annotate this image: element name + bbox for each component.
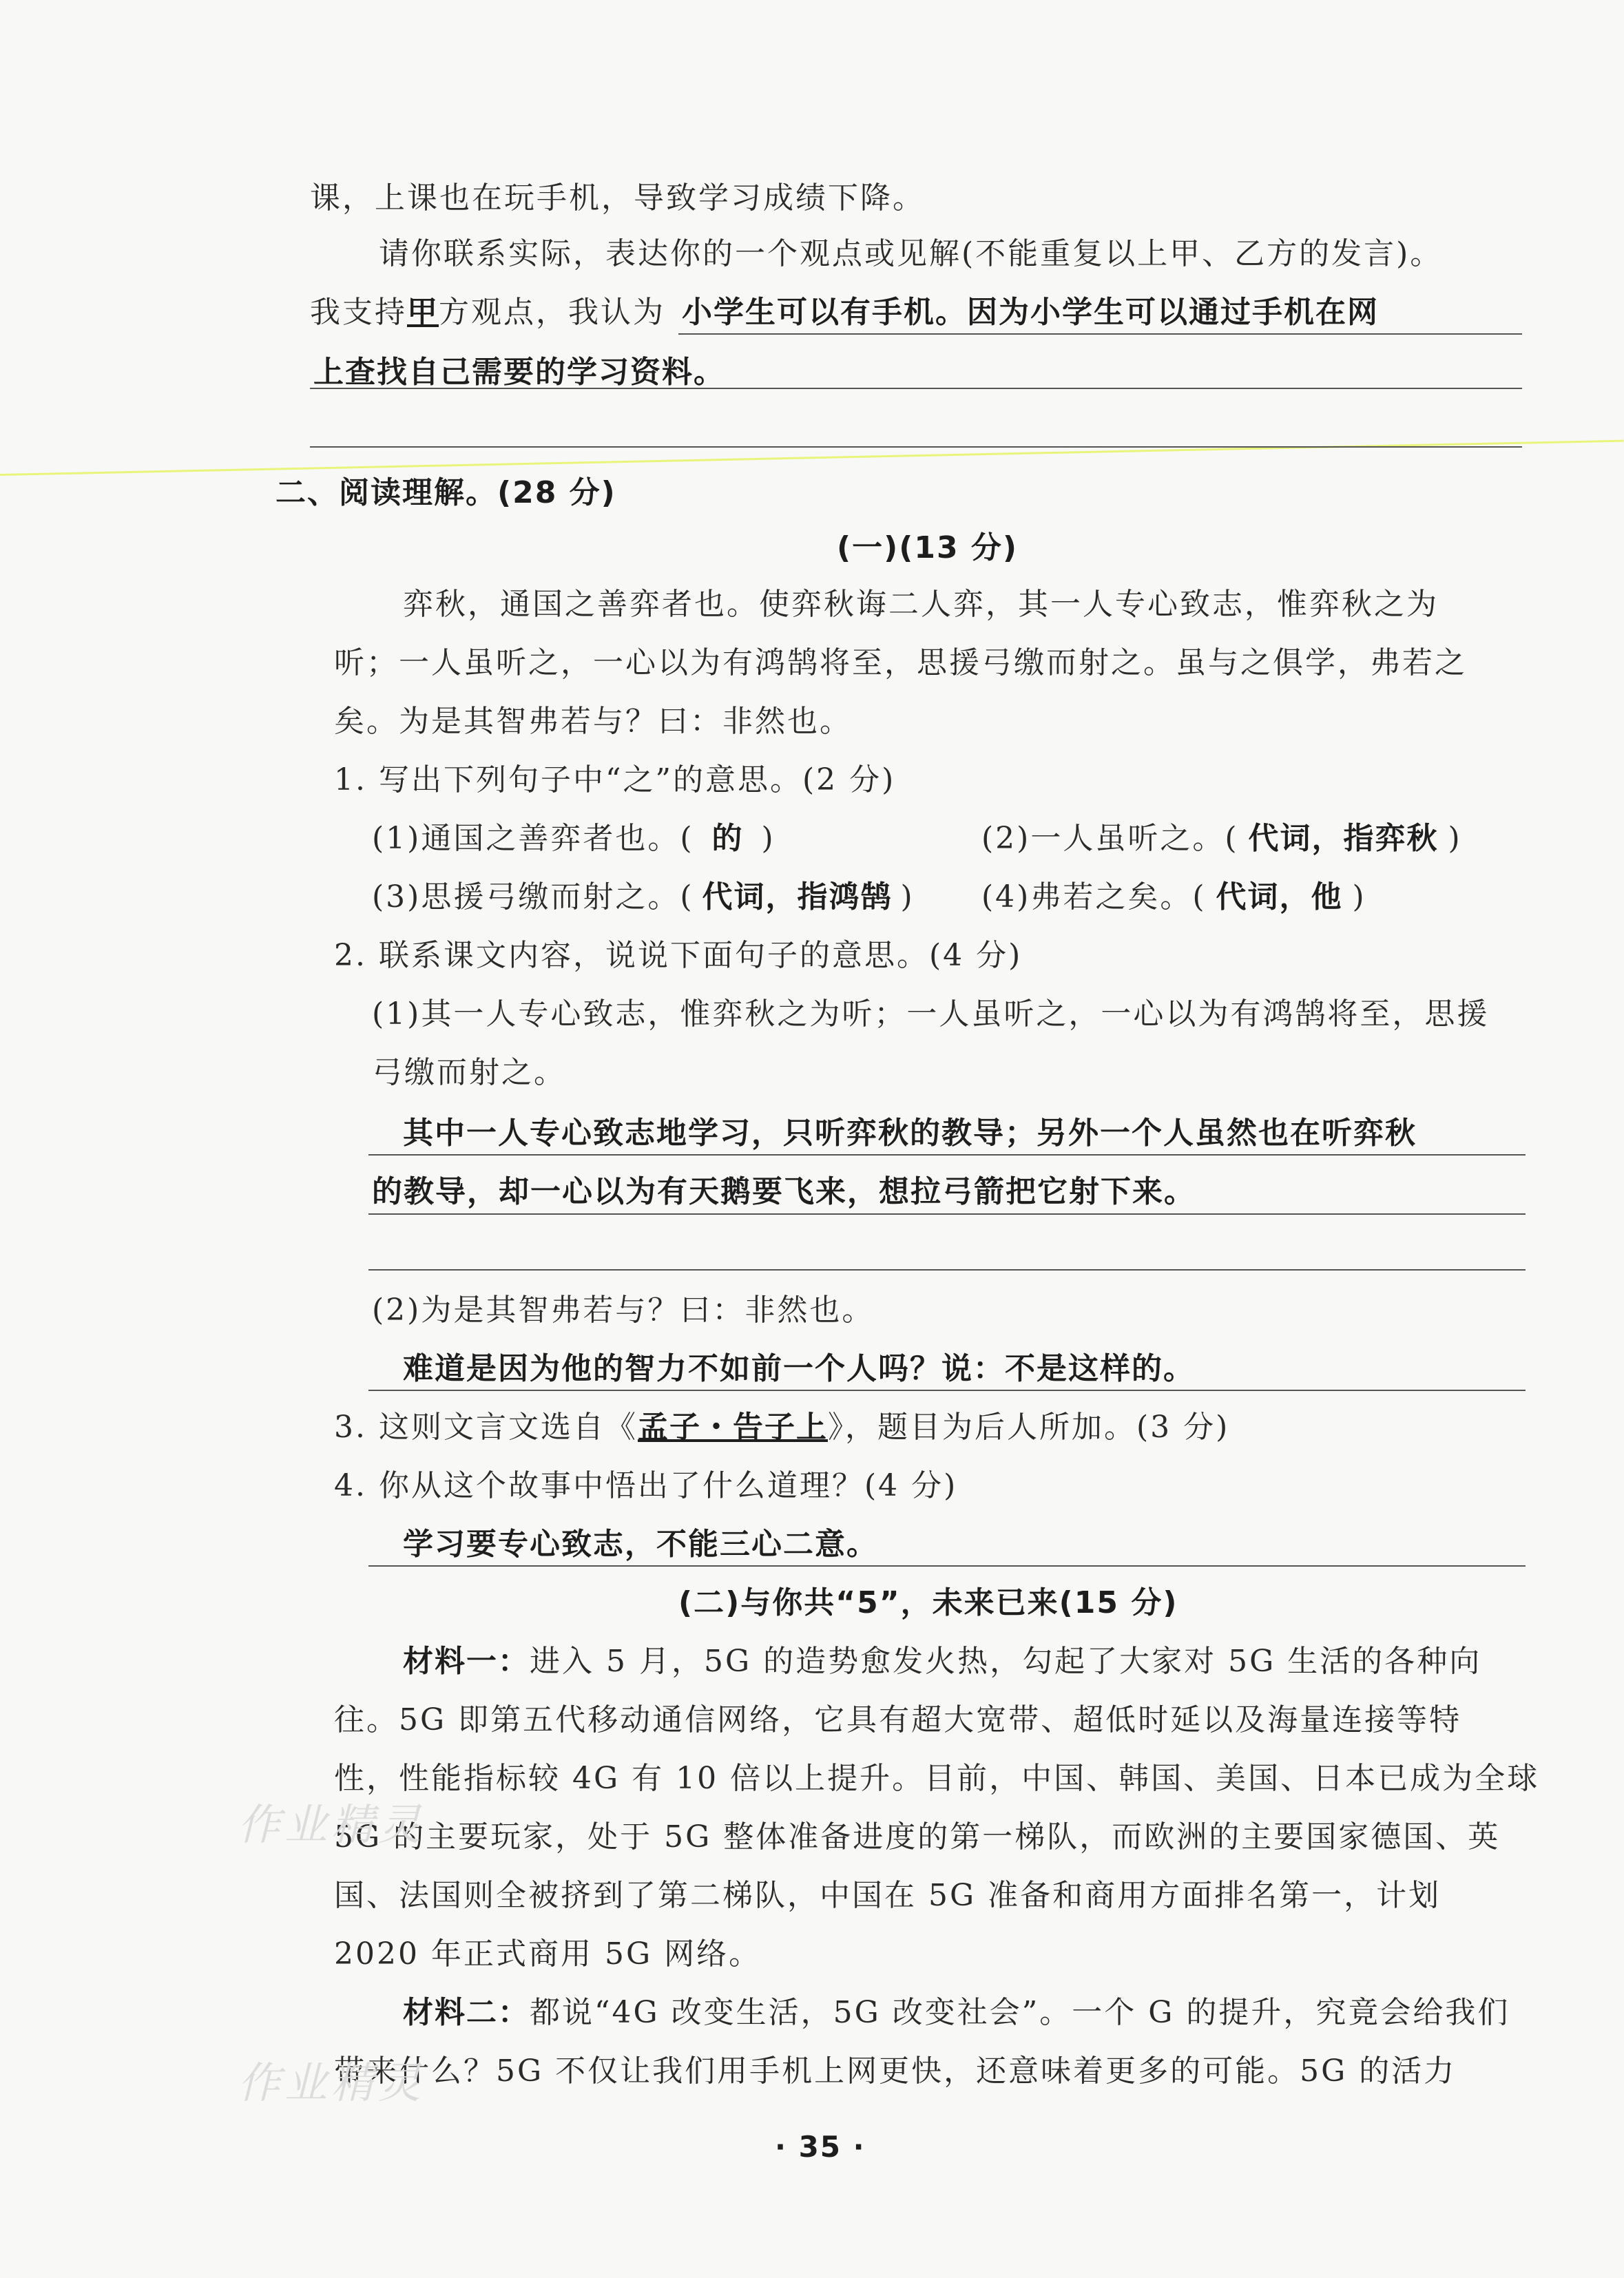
answer-underline xyxy=(368,1213,1526,1215)
q3-answer: 孟子・告子上 xyxy=(637,1410,828,1445)
answer-underline xyxy=(368,1390,1526,1391)
highlighter-stroke xyxy=(0,440,1624,476)
support-side: 甲 xyxy=(407,295,439,330)
q4-answer: 学习要专心致志，不能三心二意。 xyxy=(403,1527,878,1562)
answer-underline xyxy=(678,333,1522,335)
q1-stem: 1. 写出下列句子中“之”的意思。(2 分) xyxy=(334,762,896,797)
part2-title: (二)与你共“5”，未来已来(15 分) xyxy=(678,1585,1178,1620)
answer-underline xyxy=(368,1269,1526,1271)
material-2-line-2: 带来什么？5G 不仅让我们用手机上网更快，还意味着更多的可能。5G 的活力 xyxy=(334,2054,1457,2089)
material-1-label: 材料一： xyxy=(403,1644,530,1679)
material-1-line-5: 国、法国则全被挤到了第二梯队，中国在 5G 准备和商用方面排名第一，计划 xyxy=(334,1878,1441,1913)
material-2-line-1: 材料二：都说“4G 改变生活，5G 改变社会”。一个 G 的提升，究竟会给我们 xyxy=(403,1995,1510,2030)
intro-line-2: 请你联系实际，表达你的一个观点或见解(不能重复以上甲、乙方的发言)。 xyxy=(379,236,1443,271)
q4-stem: 4. 你从这个故事中悟出了什么道理？(4 分) xyxy=(334,1468,958,1503)
q2-answer-1-line-1: 其中一人专心致志地学习，只听弈秋的教导；另外一个人虽然也在听弈秋 xyxy=(403,1116,1417,1151)
q1-answer-3: 代词，指鸿鹄 xyxy=(702,879,893,915)
q2-answer-1-line-2: 的教导，却一心以为有天鹅要飞来，想拉弓箭把它射下来。 xyxy=(372,1174,1196,1209)
q2-answer-2: 难道是因为他的智力不如前一个人吗？说：不是这样的。 xyxy=(403,1351,1195,1386)
q1-item-3: (3)思援弓缴而射之。( 代词，指鸿鹄 ) xyxy=(372,879,915,915)
answer-underline xyxy=(310,388,1522,389)
page-number: · 35 · xyxy=(775,2130,866,2164)
part1-title: (一)(13 分) xyxy=(837,530,1018,565)
material-1-line-3: 性，性能指标较 4G 有 10 倍以上提升。目前，中国、韩国、美国、日本已成为全球 xyxy=(334,1761,1540,1796)
passage-line-1: 弈秋，通国之善弈者也。使弈秋诲二人弈，其一人专心致志，惟弈秋之为 xyxy=(403,587,1439,622)
q1-item-1: (1)通国之善弈者也。( 的 ) xyxy=(372,821,775,856)
q1-answer-4: 代词，他 xyxy=(1216,879,1343,915)
support-sentence xyxy=(310,295,665,331)
q3-line: 3. 这则文言文选自《孟子・告子上》，题目为后人所加。(3 分) xyxy=(334,1410,1230,1445)
q1-answer-1: 的 xyxy=(711,821,744,856)
answer-underline xyxy=(310,446,1522,448)
section-heading: 二、阅读理解。(28 分) xyxy=(275,475,616,510)
answer-underline xyxy=(368,1565,1526,1567)
material-2-label: 材料二： xyxy=(403,1995,530,2030)
material-1-line-6: 2020 年正式商用 5G 网络。 xyxy=(334,1936,762,1972)
answer-underline xyxy=(368,1154,1526,1156)
support-suffix: 方观点，我认为 xyxy=(439,295,665,330)
passage-line-2: 听；一人虽听之，一心以为有鸿鹄将至，思援弓缴而射之。虽与之俱学，弗若之 xyxy=(334,645,1467,680)
material-1-line-1: 材料一：进入 5 月，5G 的造势愈发火热，勾起了大家对 5G 生活的各种向 xyxy=(403,1644,1482,1679)
passage-line-3: 矣。为是其智弗若与？曰：非然也。 xyxy=(334,704,852,739)
q2-sentence-1-line-2: 弓缴而射之。 xyxy=(372,1055,566,1090)
watermark: 作业精灵 xyxy=(238,1799,426,1850)
opinion-answer-line-1: 小学生可以有手机。因为小学生可以通过手机在网 xyxy=(682,295,1379,330)
material-1-line-2: 往。5G 即第五代移动通信网络，它具有超大宽带、超低时延以及海量连接等特 xyxy=(334,1702,1462,1737)
opinion-answer-line-2: 上查找自己需要的学习资料。 xyxy=(313,355,725,390)
q2-sentence-1-line-1: (1)其一人专心致志，惟弈秋之为听；一人虽听之，一心以为有鸿鹄将至，思援 xyxy=(372,996,1490,1032)
q1-answer-2: 代词，指弈秋 xyxy=(1248,821,1439,856)
material-1-line-4: 5G 的主要玩家，处于 5G 整体准备进度的第一梯队，而欧洲的主要国家德国、英 xyxy=(334,1819,1501,1854)
q1-item-2: (2)一人虽听之。( 代词，指弈秋 ) xyxy=(981,821,1462,856)
intro-line-1: 课，上课也在玩手机，导致学习成绩下降。 xyxy=(310,180,925,216)
watermark: 作业精灵 xyxy=(238,2058,426,2108)
support-prefix: 我支持 xyxy=(310,295,407,330)
q2-stem: 2. 联系课文内容，说说下面句子的意思。(4 分) xyxy=(334,938,1023,973)
q1-item-4: (4)弗若之矣。( 代词，他 ) xyxy=(981,879,1366,915)
q2-sentence-2: (2)为是其智弗若与？曰：非然也。 xyxy=(372,1293,875,1328)
